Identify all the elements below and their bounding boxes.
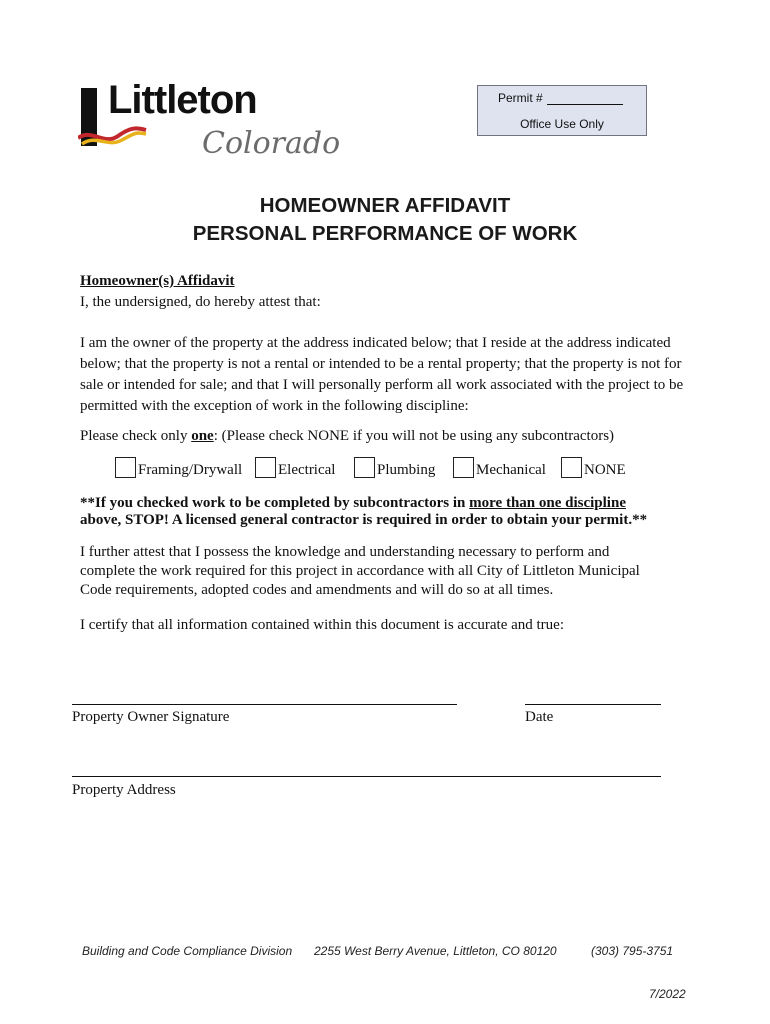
warning-text: **If you checked work to be completed by subcontractors in [80, 495, 470, 511]
permit-number-field[interactable] [498, 91, 623, 105]
revision-date: 7/2022 [649, 987, 686, 1001]
paragraph-line: permitted with the exception of work in the following discipline: [80, 398, 469, 414]
checkbox-label: Mechanical [476, 462, 546, 478]
office-use-box [477, 85, 647, 136]
warning-line-2: above, STOP! A licensed general contractor is required in order to obtain your permit.** [80, 512, 648, 528]
attest-line: complete the work required for this project in accordance with all City of Littleton Municipal [80, 563, 640, 579]
checkbox-label: NONE [584, 462, 626, 478]
check-prefix: Please check only [80, 428, 192, 444]
check-emphasis: one [191, 428, 214, 444]
checkbox-square[interactable] [115, 457, 136, 478]
checkbox-label: Framing/Drywall [138, 462, 243, 478]
attest-line: Code requirements, adopted codes and amendments and will do so at all times. [80, 582, 554, 598]
checkbox-square[interactable] [453, 457, 474, 478]
check-suffix: : (Please check NONE if you will not be using any subcontractors) [213, 428, 615, 444]
checkbox-label: Plumbing [377, 462, 436, 478]
checkbox-label: Electrical [278, 462, 336, 478]
logo-subtitle: Colorado [202, 126, 341, 161]
paragraph-line: I am the owner of the property at the address indicated below; that I reside at the address indicated [80, 335, 671, 351]
certify-statement: I certify that all information contained within this document is accurate and true: [80, 617, 565, 633]
subcontractor-warning [80, 495, 647, 529]
logo-wordmark: Littleton [108, 78, 257, 122]
checkbox-square[interactable] [354, 457, 375, 478]
owner-signature-label: Property Owner Signature [72, 709, 230, 725]
warning-line-1 [80, 495, 647, 512]
property-address-label: Property Address [72, 782, 176, 798]
affidavit-heading: Homeowner(s) Affidavit [80, 273, 235, 289]
footer-division: Building and Code Compliance Division [82, 944, 293, 958]
affidavit-intro: I, the undersigned, do hereby attest that: [80, 294, 321, 310]
title-line-2: PERSONAL PERFORMANCE OF WORK [192, 222, 578, 245]
paragraph-line: sale or intended for sale; and that I will personally perform all work associated with the project to be [80, 377, 684, 393]
warning-underlined: more than one discipline [469, 495, 626, 511]
logo-swoosh-icon [78, 124, 148, 148]
owner-paragraph [80, 333, 700, 417]
address-line[interactable] [72, 776, 661, 777]
littleton-logo [78, 78, 341, 164]
check-instruction [80, 426, 614, 447]
title-line-1: HOMEOWNER AFFIDAVIT [259, 194, 511, 217]
paragraph-line: below; that the property is not a rental or intended to be a rental property; that the property is not for [80, 356, 682, 372]
office-use-label: Office Use Only [520, 117, 604, 131]
footer-phone: (303) 795-3751 [591, 944, 674, 958]
attest-paragraph [80, 543, 700, 600]
signature-line[interactable] [72, 704, 457, 705]
checkbox-square[interactable] [561, 457, 582, 478]
date-line[interactable] [525, 704, 661, 705]
attest-line: I further attest that I possess the knowledge and understanding necessary to perform and [80, 544, 610, 560]
date-label: Date [525, 709, 554, 725]
footer-address: 2255 West Berry Avenue, Littleton, CO 80120 [314, 944, 557, 958]
permit-blank-line [547, 92, 623, 105]
checkbox-square[interactable] [255, 457, 276, 478]
permit-label: Permit # [498, 91, 543, 105]
